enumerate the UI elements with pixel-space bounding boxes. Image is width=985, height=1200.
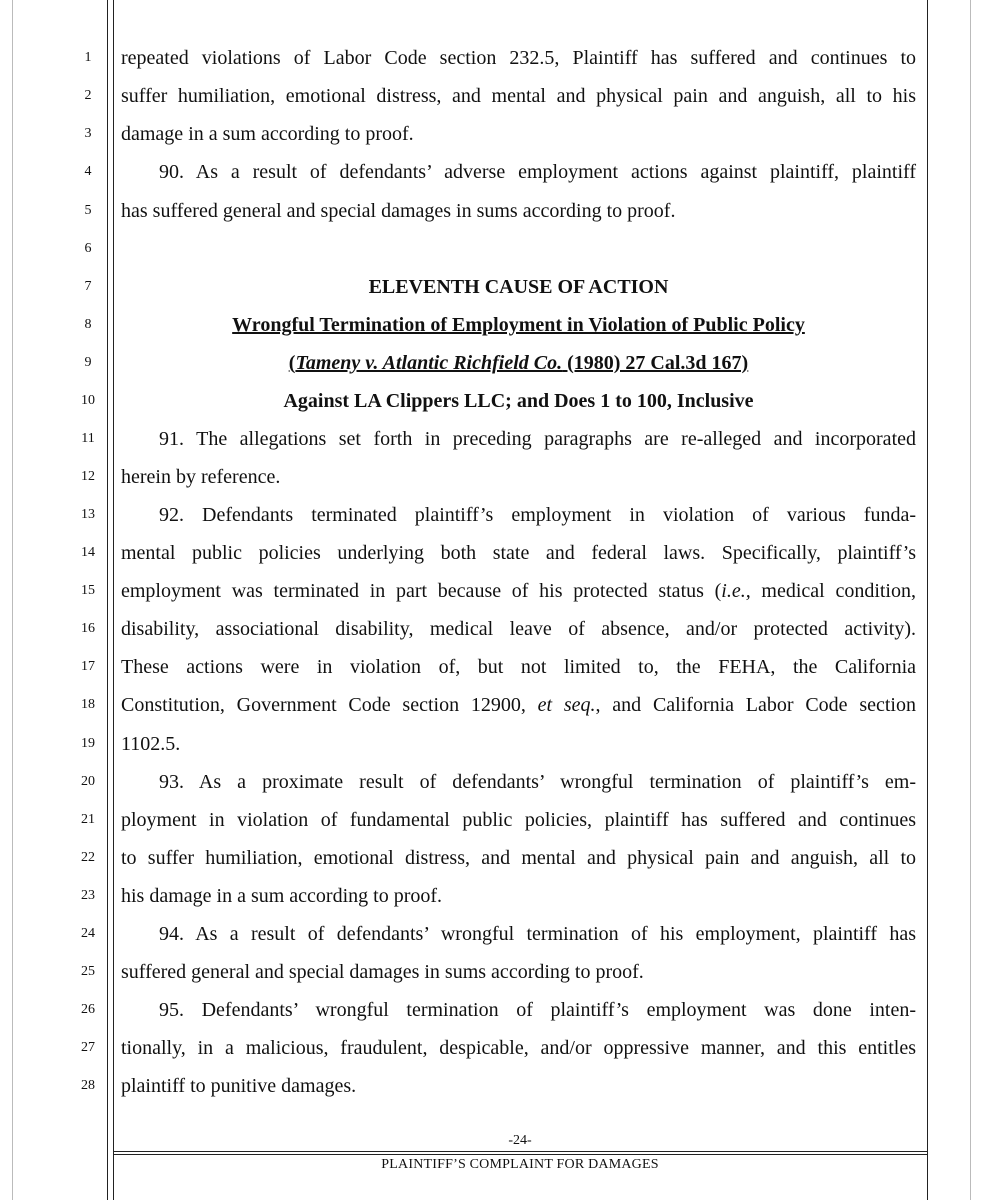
line-number: 24 xyxy=(81,926,95,941)
paragraph-93: 93. As a proximate result of defendants’ wrongful termination of plaintiff’s em- xyxy=(159,771,916,793)
text-line: repeated violations of Labor Code section 232.5, Plaintiff has suffered and continues to xyxy=(121,47,916,69)
line-number: 20 xyxy=(81,774,95,789)
paragraph-94: 94. As a result of defendants’ wrongful termination of his employment, plaintiff has xyxy=(159,923,916,945)
page-number: -24- xyxy=(508,1133,532,1148)
line-number: 21 xyxy=(81,812,95,827)
line-number: 1 xyxy=(84,50,92,65)
line-number: 13 xyxy=(81,507,95,522)
line-number: 8 xyxy=(84,317,92,332)
line-number: 19 xyxy=(81,736,95,751)
text-line: 1102.5. xyxy=(121,733,181,755)
line-number: 9 xyxy=(84,355,92,370)
paragraph-95: 95. Defendants’ wrongful termination of plaintiff’s employment was done inten- xyxy=(159,999,916,1021)
text-line: to suffer humiliation, emotional distress, and mental and physical pain and anguish, all to xyxy=(121,847,916,869)
line-number: 23 xyxy=(81,888,95,903)
text-line: plaintiff to punitive damages. xyxy=(121,1075,357,1097)
line-number: 12 xyxy=(81,469,95,484)
line-number: 14 xyxy=(81,545,95,560)
text-line: These actions were in violation of, but not limited to, the FEHA, the California xyxy=(121,656,916,678)
margin-rule-outer xyxy=(107,0,108,1200)
left-edge-rule xyxy=(12,0,13,1200)
margin-rule-right xyxy=(927,0,928,1200)
citation-reporter: (1980) 27 Cal.3d 167) xyxy=(562,352,749,374)
line-number: 3 xyxy=(84,126,92,141)
line-number: 10 xyxy=(81,393,95,408)
text-line: Constitution, Government Code section 12900, et seq., and California Labor Code section xyxy=(121,694,916,716)
text-line: mental public policies underlying both state and federal laws. Specifically, plaintiff’s xyxy=(121,542,916,564)
text-line: tionally, in a malicious, fraudulent, despicable, and/or oppressive manner, and this entitles xyxy=(121,1037,916,1059)
document-footer-title: PLAINTIFF’S COMPLAINT FOR DAMAGES xyxy=(381,1157,659,1172)
line-number: 22 xyxy=(81,850,95,865)
text-line: his damage in a sum according to proof. xyxy=(121,885,443,907)
line-number: 25 xyxy=(81,964,95,979)
text-line: damage in a sum according to proof. xyxy=(121,123,414,145)
line-number: 15 xyxy=(81,583,95,598)
line-number: 7 xyxy=(84,279,92,294)
case-name: Tameny v. Atlantic Richfield Co. xyxy=(295,352,563,374)
line-number: 11 xyxy=(81,431,95,446)
line-number: 17 xyxy=(81,659,95,674)
line-number: 28 xyxy=(81,1078,95,1093)
text-line: suffered general and special damages in sums according to proof. xyxy=(121,961,644,983)
line-number: 16 xyxy=(81,621,95,636)
margin-rule-inner xyxy=(113,0,114,1200)
text-line: herein by reference. xyxy=(121,466,281,488)
against-defendants-heading: Against LA Clippers LLC; and Does 1 to 100, Inclusive xyxy=(283,390,754,412)
line-number: 18 xyxy=(81,697,95,712)
footer-rule-top xyxy=(113,1151,927,1152)
line-number: 6 xyxy=(84,241,92,256)
case-citation xyxy=(121,351,916,375)
line-number: 2 xyxy=(84,88,92,103)
text-line: suffer humiliation, emotional distress, and mental and physical pain and anguish, all to his xyxy=(121,85,916,107)
paragraph-90: 90. As a result of defendants’ adverse employment actions against plaintiff, plaintiff xyxy=(159,161,916,183)
line-number: 5 xyxy=(84,203,92,218)
line-number: 27 xyxy=(81,1040,95,1055)
cause-of-action-heading: ELEVENTH CAUSE OF ACTION xyxy=(368,276,669,298)
text-line: disability, associational disability, medical leave of absence, and/or protected activity). xyxy=(121,618,916,640)
paragraph-91: 91. The allegations set forth in preceding paragraphs are re-alleged and incorporated xyxy=(159,428,916,450)
text-line: has suffered general and special damages in sums according to proof. xyxy=(121,200,676,222)
cause-of-action-title xyxy=(121,313,916,337)
text-line: ployment in violation of fundamental public policies, plaintiff has suffered and continues xyxy=(121,809,916,831)
paragraph-92: 92. Defendants terminated plaintiff’s employment in violation of various funda- xyxy=(159,504,916,526)
right-edge-rule xyxy=(970,0,971,1200)
line-number: 4 xyxy=(84,164,92,179)
citation-open-paren: ( xyxy=(288,352,296,374)
cause-title-text: Wrongful Termination of Employment in Violation of Public Policy xyxy=(232,314,805,336)
line-number: 26 xyxy=(81,1002,95,1017)
footer-rule-bottom xyxy=(113,1154,927,1155)
text-line: employment was terminated in part because of his protected status (i.e., medical condition, xyxy=(121,580,916,602)
